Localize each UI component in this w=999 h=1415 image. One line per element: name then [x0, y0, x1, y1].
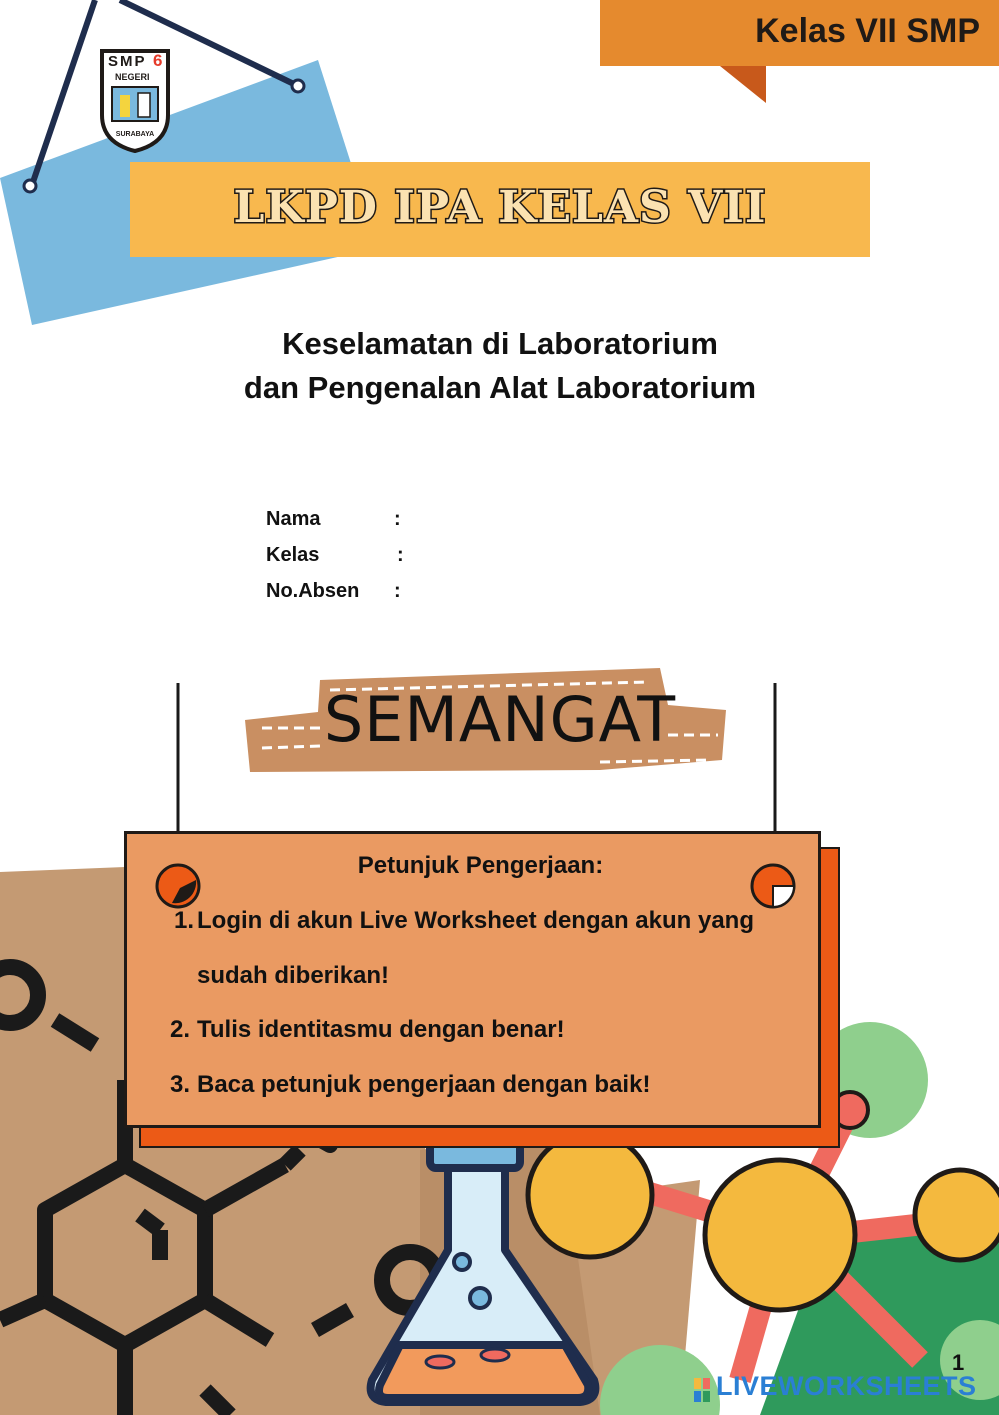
step-number-1: 1.	[174, 907, 195, 934]
logo-city-text: SURABAYA	[115, 131, 155, 138]
logo-number: 6	[153, 51, 163, 70]
logo-smp-text: SMP	[108, 53, 147, 70]
school-logo	[98, 43, 172, 153]
class-label: Kelas VII SMP	[755, 12, 980, 50]
logo-negeri-text: NEGERI	[115, 72, 150, 82]
subtitle-line2: dan Pengenalan Alat Laboratorium	[243, 370, 757, 405]
field-colon-absen: :	[394, 580, 401, 602]
field-label-absen: No.Absen	[266, 580, 360, 602]
field-label-class: Kelas	[266, 544, 320, 566]
motivation-text: SEMANGAT	[323, 683, 677, 756]
step-number-2: 2.	[170, 1016, 191, 1043]
step-text-2: Tulis identitasmu dengan benar!	[197, 1016, 565, 1043]
banner-tail	[720, 66, 766, 103]
step-text-1b: sudah diberikan!	[197, 962, 390, 989]
liveworksheets-logo-icon	[694, 1378, 710, 1402]
subtitle-line1: Keselamatan di Laboratorium	[282, 326, 718, 361]
field-label-name: Nama	[266, 508, 321, 530]
step-number-3: 3.	[170, 1071, 191, 1098]
worksheet-title: LKPD IPA KELAS VII	[233, 182, 767, 233]
field-colon-name: :	[394, 508, 401, 530]
instruction-title: Petunjuk Pengerjaan:	[357, 852, 604, 879]
liveworksheets-watermark[interactable]: LIVEWORKSHEETS	[716, 1371, 977, 1401]
step-text-3: Baca petunjuk pengerjaan dengan baik!	[197, 1071, 651, 1098]
field-colon-class: :	[397, 544, 404, 566]
step-text-1a: Login di akun Live Worksheet dengan akun yang	[197, 907, 754, 934]
page-number: 1	[952, 1350, 965, 1375]
subtitle	[150, 322, 850, 410]
